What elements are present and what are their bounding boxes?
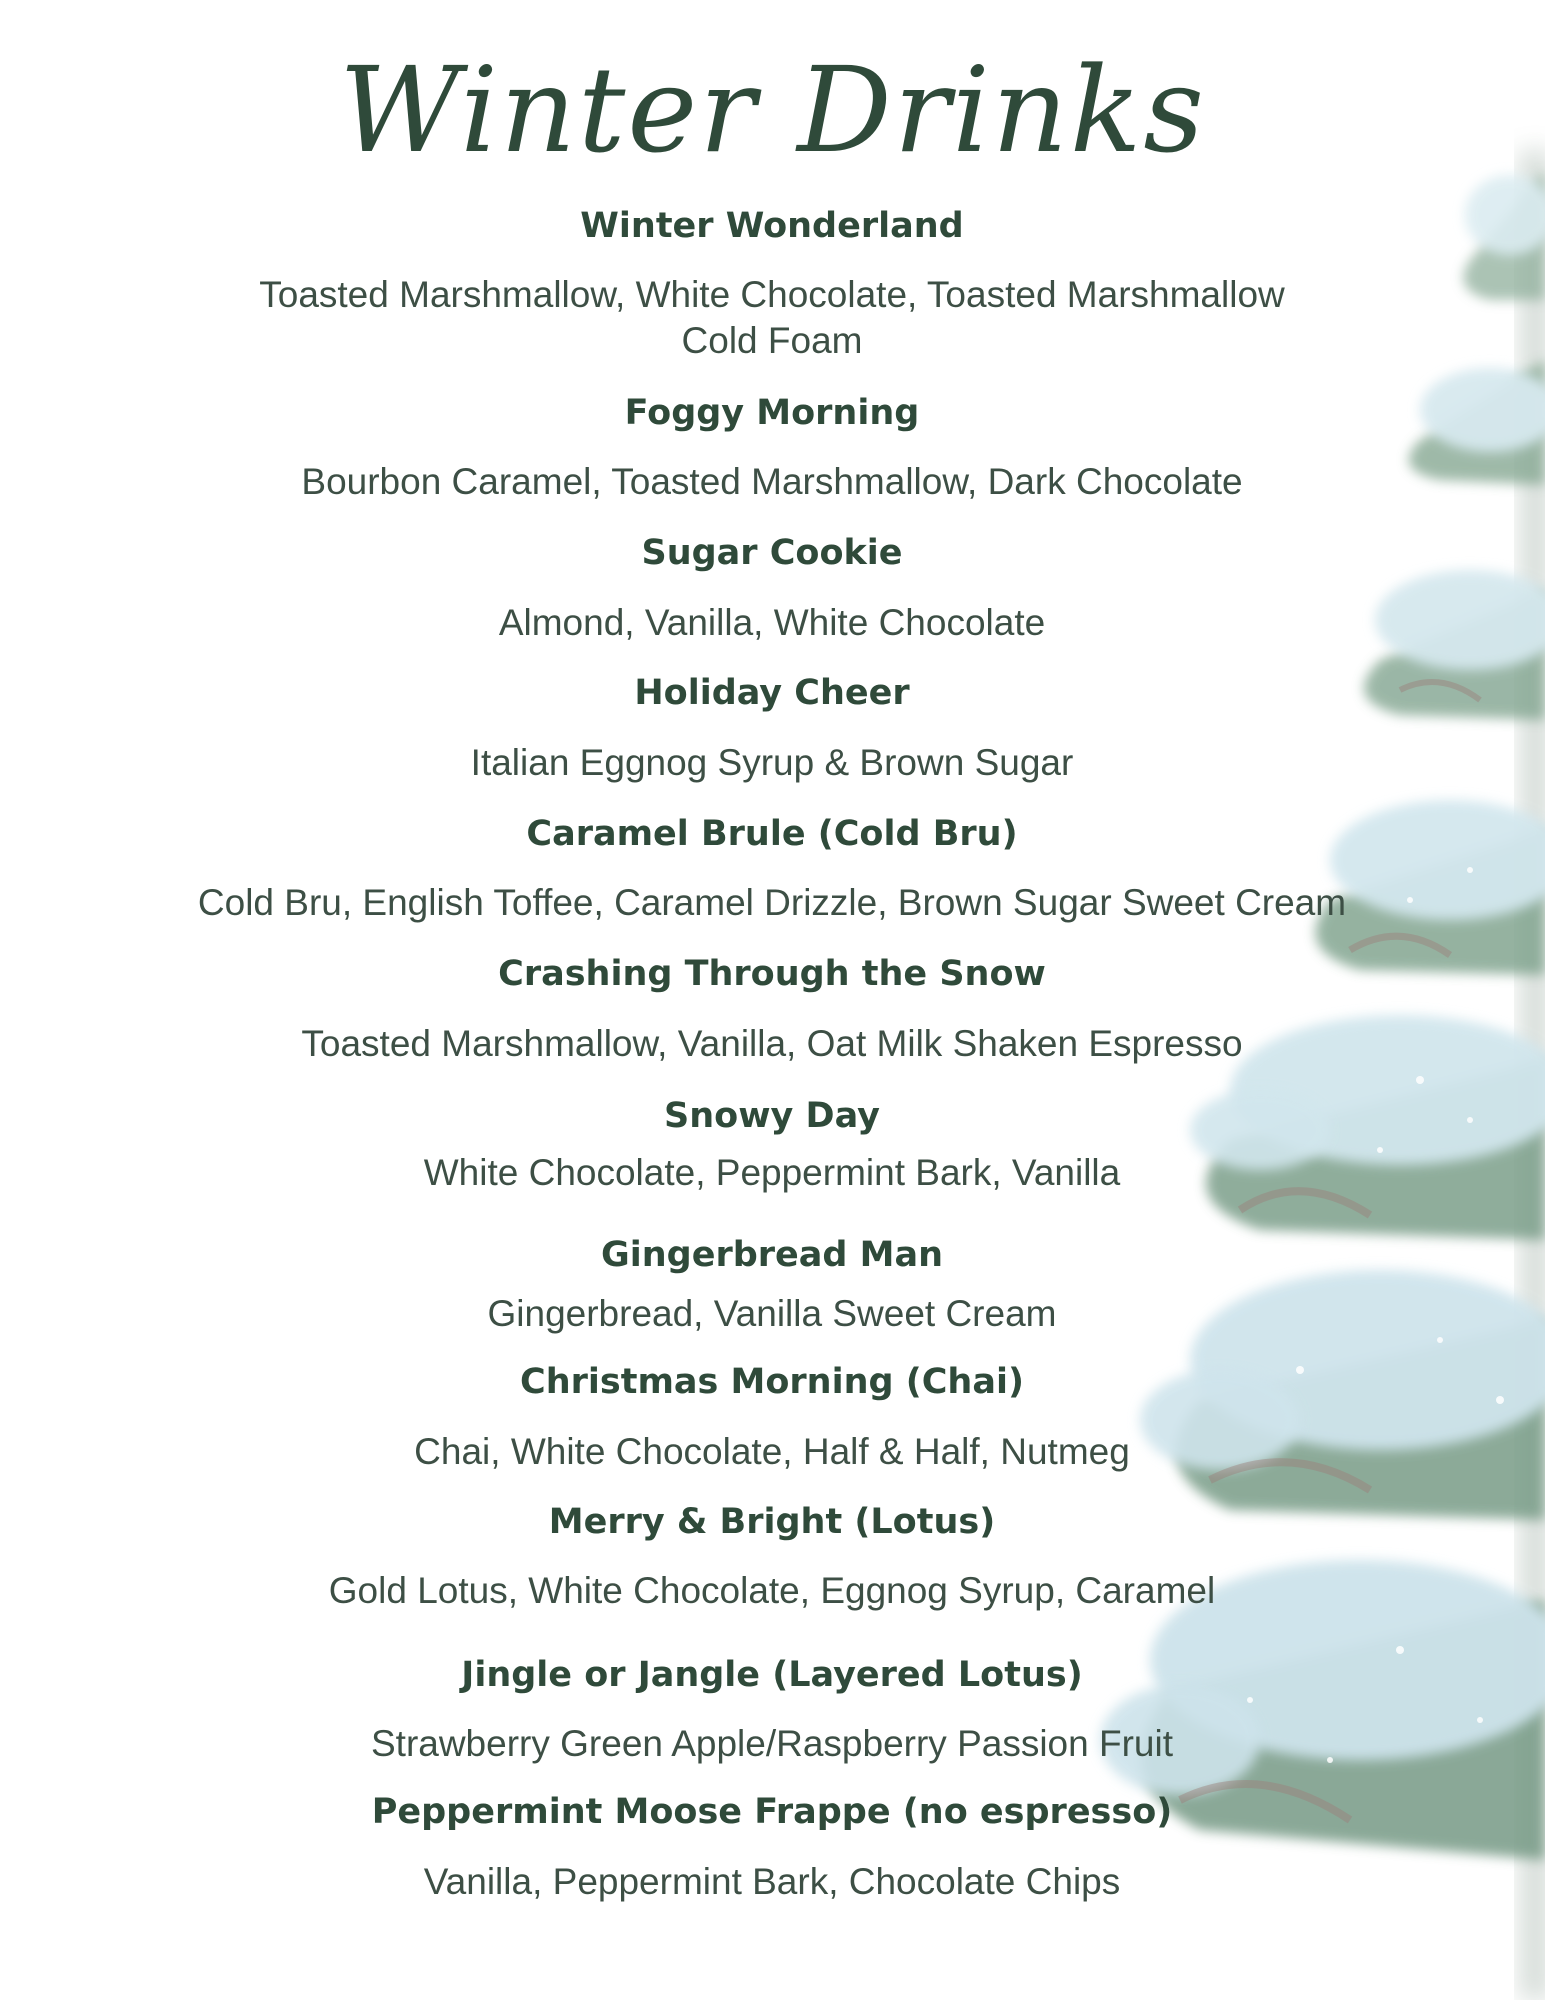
drink-name: Foggy Morning <box>624 393 920 433</box>
drink-description: Almond, Vanilla, White Chocolate <box>498 602 1046 643</box>
drink-name: Peppermint Moose Frappe (no espresso) <box>371 1792 1173 1832</box>
drink-name: Gingerbread Man <box>601 1235 943 1275</box>
drink-description: Cold Bru, English Toffee, Caramel Drizzle, Brown Sugar Sweet Cream <box>197 882 1347 923</box>
drink-description: White Chocolate, Peppermint Bark, Vanilla <box>423 1152 1121 1193</box>
drink-name: Merry & Bright (Lotus) <box>548 1502 996 1542</box>
drink-description: Strawberry Green Apple/Raspberry Passion Fruit <box>370 1723 1173 1764</box>
drink-description-line: Cold Foam <box>681 320 863 361</box>
drink-name: Winter Wonderland <box>580 206 964 246</box>
drink-description: Bourbon Caramel, Toasted Marshmallow, Dark Chocolate <box>301 461 1243 502</box>
drink-name: Sugar Cookie <box>641 533 903 573</box>
drink-name: Crashing Through the Snow <box>498 954 1046 994</box>
drink-name: Holiday Cheer <box>634 673 910 713</box>
drink-description: Chai, White Chocolate, Half & Half, Nutmeg <box>414 1431 1130 1472</box>
drink-name: Christmas Morning (Chai) <box>520 1362 1024 1402</box>
drink-description: Vanilla, Peppermint Bark, Chocolate Chips <box>423 1861 1121 1902</box>
menu-title: Winter Drinks <box>339 41 1206 179</box>
drink-name: Snowy Day <box>664 1096 880 1136</box>
drink-name: Jingle or Jangle (Layered Lotus) <box>461 1655 1083 1695</box>
drink-description: Gold Lotus, White Chocolate, Eggnog Syrup, Caramel <box>328 1570 1216 1611</box>
drink-description-line: Toasted Marshmallow, White Chocolate, Toasted Marshmallow <box>259 274 1285 315</box>
drink-description: Italian Eggnog Syrup & Brown Sugar <box>470 742 1074 783</box>
drink-name: Caramel Brule (Cold Bru) <box>526 814 1018 854</box>
drink-description <box>172 272 1372 364</box>
drink-description: Gingerbread, Vanilla Sweet Cream <box>487 1293 1057 1334</box>
drink-description: Toasted Marshmallow, Vanilla, Oat Milk Shaken Espresso <box>301 1023 1243 1064</box>
